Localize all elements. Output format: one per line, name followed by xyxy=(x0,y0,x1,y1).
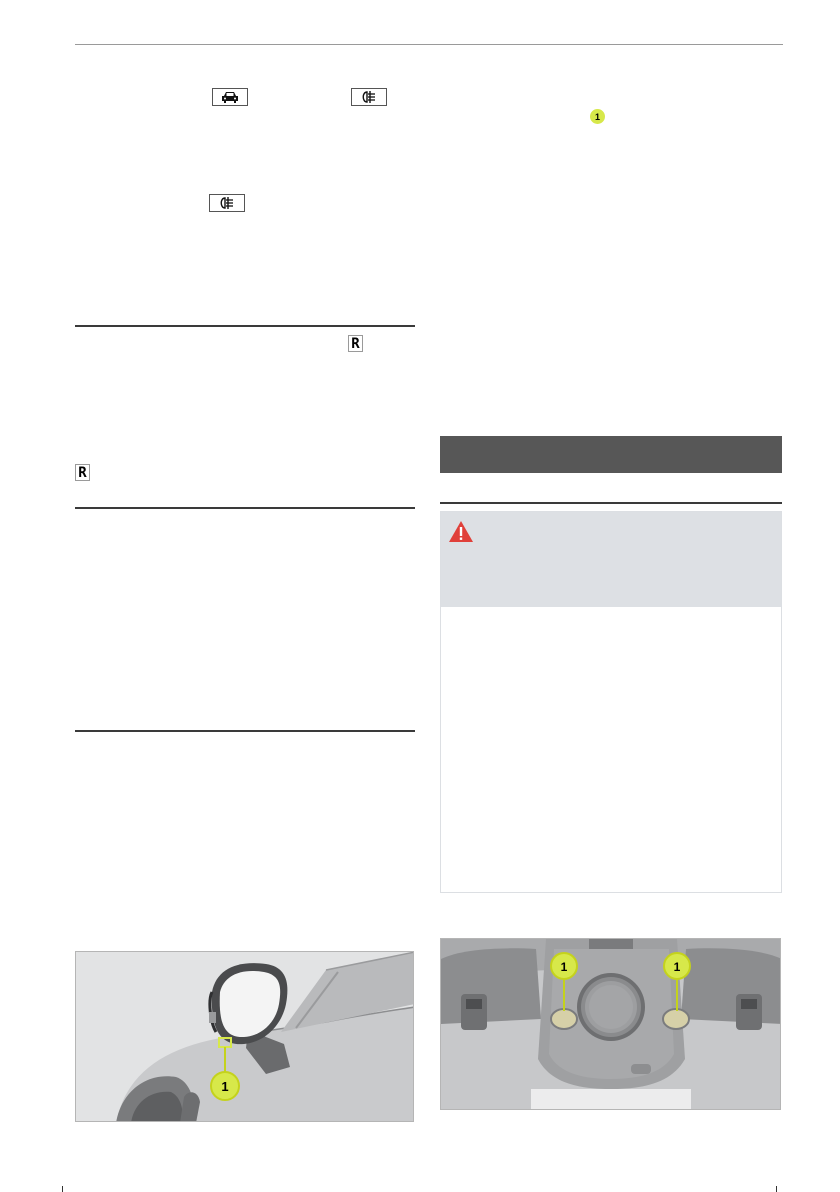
door-mirror-figure xyxy=(75,951,414,1122)
callout-marker xyxy=(590,109,605,124)
rear-fog-light-icon xyxy=(351,88,387,106)
mirror-callout-label: 1 xyxy=(221,1079,229,1094)
warning-icon xyxy=(448,520,474,543)
roof-console-figure xyxy=(440,938,781,1110)
roof-callout-left-label: 1 xyxy=(560,960,568,974)
crop-marks xyxy=(0,1186,840,1192)
section-heading-bar xyxy=(440,436,782,473)
warning-header xyxy=(441,512,781,607)
reverse-gear-icon xyxy=(75,464,90,481)
section-rule xyxy=(75,730,415,732)
callout-number: 1 xyxy=(594,111,600,122)
header-rule xyxy=(75,44,783,45)
section-rule xyxy=(440,502,782,504)
section-rule xyxy=(75,507,415,509)
reverse-gear-icon xyxy=(348,335,363,352)
reverse-gear-label: R xyxy=(78,464,87,481)
roof-callout-right-label: 1 xyxy=(673,960,681,974)
reverse-gear-label: R xyxy=(351,335,360,352)
car-icon xyxy=(212,88,248,106)
section-rule xyxy=(75,325,415,327)
rear-fog-light-icon xyxy=(209,194,245,212)
